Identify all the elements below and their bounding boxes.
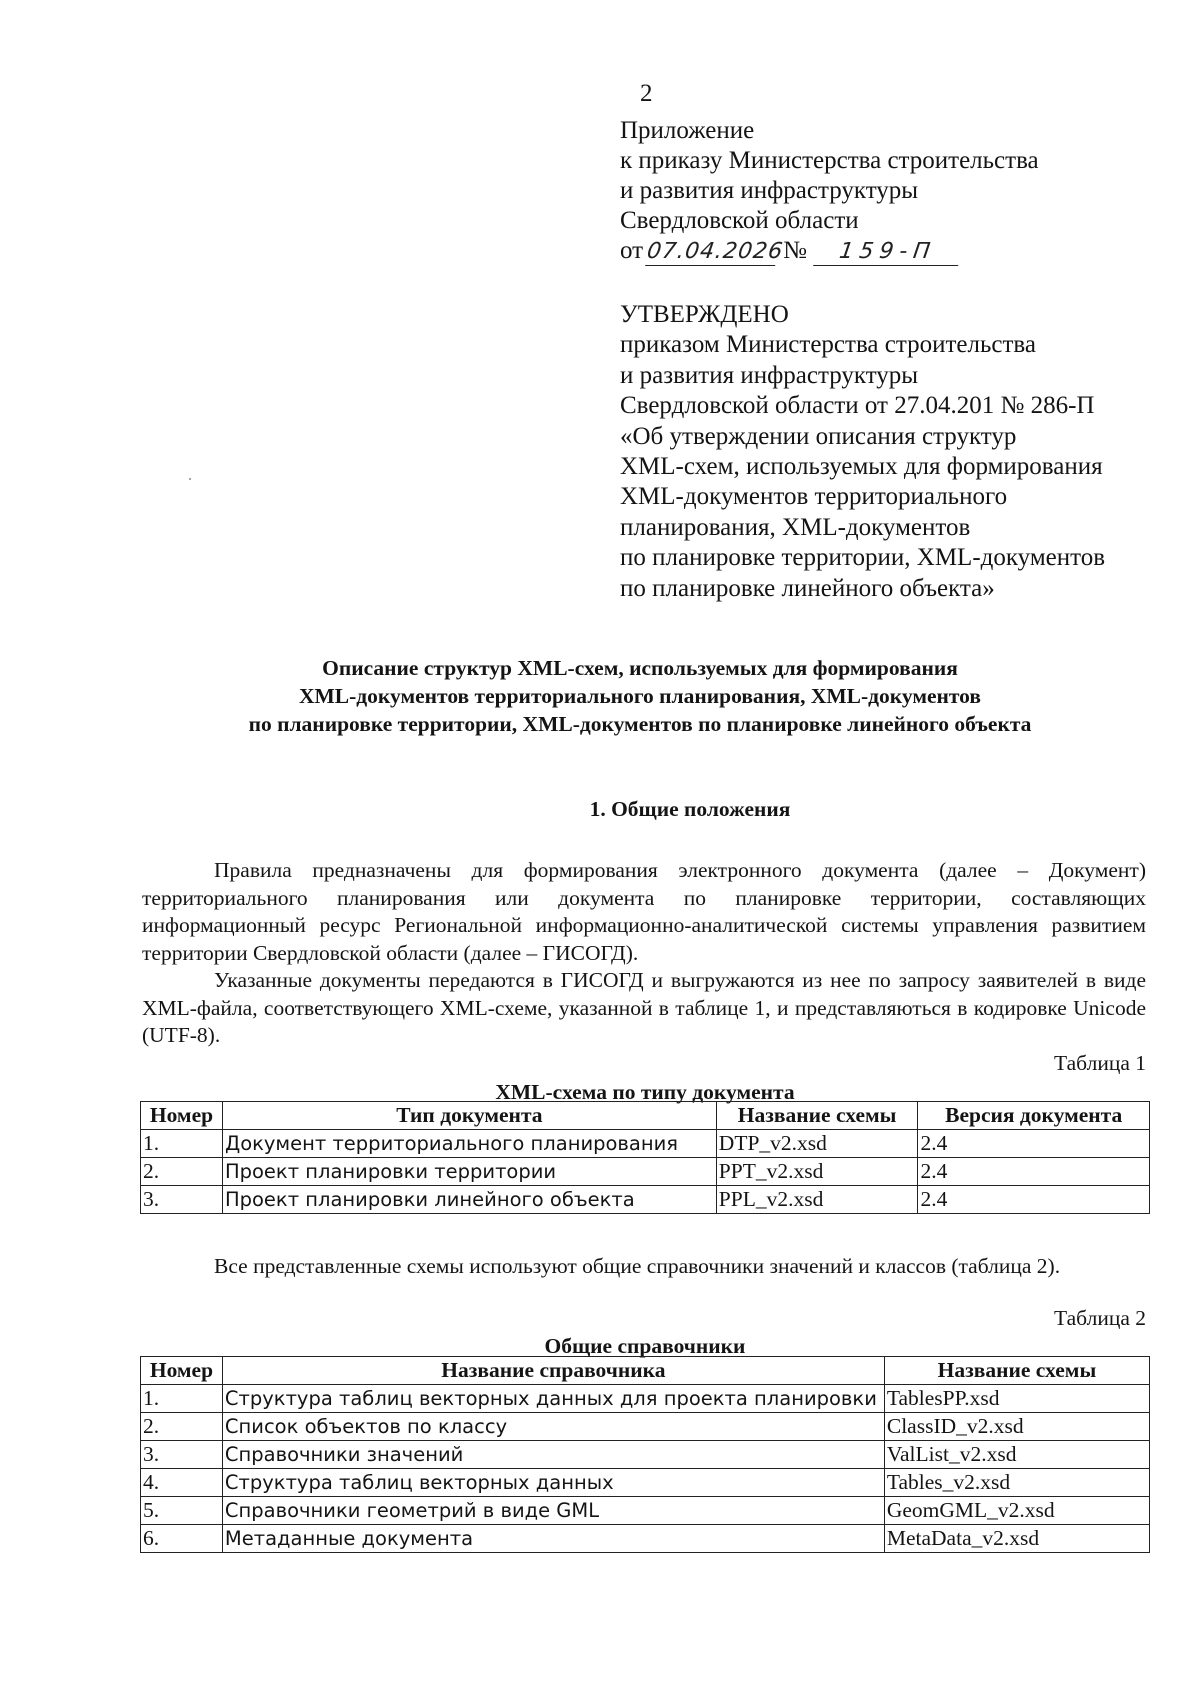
document-title-line: по планировке территории, XML-документов по планировке линейного объекта: [248, 712, 1032, 736]
table-cell: 2.4: [918, 1186, 1150, 1214]
paragraph: Указанные документы передаются в ГИСОГД и выгружаются из нее по запросу заявителей в виде XML-файла, соответствующего XML-схеме, указанной в таблице 1, и представляються в кодировке Unicode (UTF-8).: [142, 968, 1146, 1047]
table-cell: MetaData_v2.xsd: [884, 1525, 1149, 1553]
approved-line: Свердловской области от 27.04.201 № 286-П: [620, 392, 1095, 420]
approved-line: по планировке территории, XML-документов: [620, 544, 1106, 572]
table-cell: DTP_v2.xsd: [716, 1130, 918, 1158]
scan-speck: [189, 478, 191, 480]
table-cell: Проект планировки линейного объекта: [222, 1186, 716, 1214]
table-row: [141, 1497, 1150, 1525]
appendix-block: [620, 116, 1039, 266]
table-cell: 3.: [141, 1441, 223, 1469]
approved-line: XML-документов территориального: [620, 483, 1008, 511]
section-heading: 1. Общие положения: [589, 797, 791, 821]
approved-line: и развития инфраструктуры: [620, 361, 919, 389]
table-label: Таблица 1: [1054, 1051, 1146, 1075]
table-cell: 3.: [141, 1186, 223, 1214]
table-cell: 1.: [141, 1130, 223, 1158]
column-header: Тип документа: [222, 1102, 716, 1130]
column-header: Номер: [141, 1102, 223, 1130]
table-cell: 1.: [141, 1385, 223, 1413]
approved-line: планирования, XML-документов: [620, 513, 971, 541]
table-cell: Справочники геометрий в виде GML: [222, 1497, 884, 1525]
appendix-line: и развития инфраструктуры: [620, 177, 919, 204]
approved-line: «Об утверждении описания структур: [620, 422, 1017, 450]
column-header: Название справочника: [222, 1357, 884, 1385]
document-title-line: XML-документов территориального планирования, XML-документов: [298, 684, 982, 708]
table-cell: 4.: [141, 1469, 223, 1497]
table-row: [141, 1186, 1150, 1214]
table-row: [141, 1525, 1150, 1553]
table-cell: 2.4: [918, 1158, 1150, 1186]
section-body: [142, 857, 1146, 1050]
appendix-line: к приказу Министерства строительства: [620, 147, 1039, 174]
column-header: Название схемы: [716, 1102, 918, 1130]
table-cell: Проект планировки территории: [222, 1158, 716, 1186]
table-cell: 2.: [141, 1158, 223, 1186]
document-title-line: Описание структур XML-схем, используемых для формирования: [322, 656, 958, 680]
table-cell: PPL_v2.xsd: [716, 1186, 918, 1214]
table-cell: 2.4: [918, 1130, 1150, 1158]
column-header: Номер: [141, 1357, 223, 1385]
appendix-date-number-line: [620, 236, 1039, 266]
column-header: Версия документа: [918, 1102, 1150, 1130]
table-cell: Структура таблиц векторных данных: [222, 1469, 884, 1497]
table-row: [141, 1441, 1150, 1469]
paragraph: Правила предназначены для формирования электронного документа (далее – Документ) территориального планирования или документа по планировке территории, составляющих информационный ресурс Региональной информационно-аналитической системы управления развитием территории Свердловской области (далее – ГИСОГД).: [142, 858, 1146, 965]
number-label: №: [783, 237, 807, 264]
table-cell: 2.: [141, 1413, 223, 1441]
table-cell: Список объектов по классу: [222, 1413, 884, 1441]
table-cell: TablesPP.xsd: [884, 1385, 1149, 1413]
table-cell: 6.: [141, 1525, 223, 1553]
approved-line: XML-схем, используемых для формирования: [620, 453, 1103, 481]
table-caption: Общие справочники: [544, 1334, 746, 1358]
table-label: Таблица 2: [1054, 1306, 1146, 1330]
table-row: [141, 1385, 1150, 1413]
table-cell: GeomGML_v2.xsd: [884, 1497, 1149, 1525]
approved-line: по планировке линейного объекта»: [620, 574, 995, 602]
table-header-row: [141, 1102, 1150, 1130]
table-row: [141, 1469, 1150, 1497]
table-row: [141, 1158, 1150, 1186]
table-cell: Справочники значений: [222, 1441, 884, 1469]
table-cell: Документ территориального планирования: [222, 1130, 716, 1158]
table-cell: Tables_v2.xsd: [884, 1469, 1149, 1497]
column-header: Название схемы: [884, 1357, 1149, 1385]
document-title: [140, 654, 1140, 738]
approved-block: [620, 300, 1105, 604]
document-type-table: [140, 1101, 1150, 1214]
common-dictionaries-table: [140, 1356, 1150, 1553]
table-header-row: [141, 1357, 1150, 1385]
section-body: [142, 1253, 1146, 1281]
appendix-line: Приложение: [620, 117, 755, 144]
table-row: [141, 1413, 1150, 1441]
table-row: [141, 1130, 1150, 1158]
paragraph: Все представленные схемы используют общие справочники значений и классов (таблица 2).: [214, 1254, 1061, 1278]
approved-line: приказом Министерства строительства: [620, 331, 1036, 359]
handwritten-date: 07.04.2026: [645, 239, 785, 264]
handwritten-order-number: 159-П: [813, 239, 962, 266]
approved-heading: УТВЕРЖДЕНО: [620, 301, 789, 328]
table-cell: 5.: [141, 1497, 223, 1525]
table-cell: PPT_v2.xsd: [716, 1158, 918, 1186]
from-label: от: [620, 237, 644, 264]
table-cell: ClassID_v2.xsd: [884, 1413, 1149, 1441]
table-caption: XML-схема по типу документа: [495, 1080, 795, 1104]
appendix-line: Свердловской области: [620, 207, 859, 234]
table-cell: Структура таблиц векторных данных для проекта планировки: [222, 1385, 884, 1413]
table-cell: Метаданные документа: [222, 1525, 884, 1553]
table-cell: ValList_v2.xsd: [884, 1441, 1149, 1469]
page-number: 2: [640, 80, 653, 107]
